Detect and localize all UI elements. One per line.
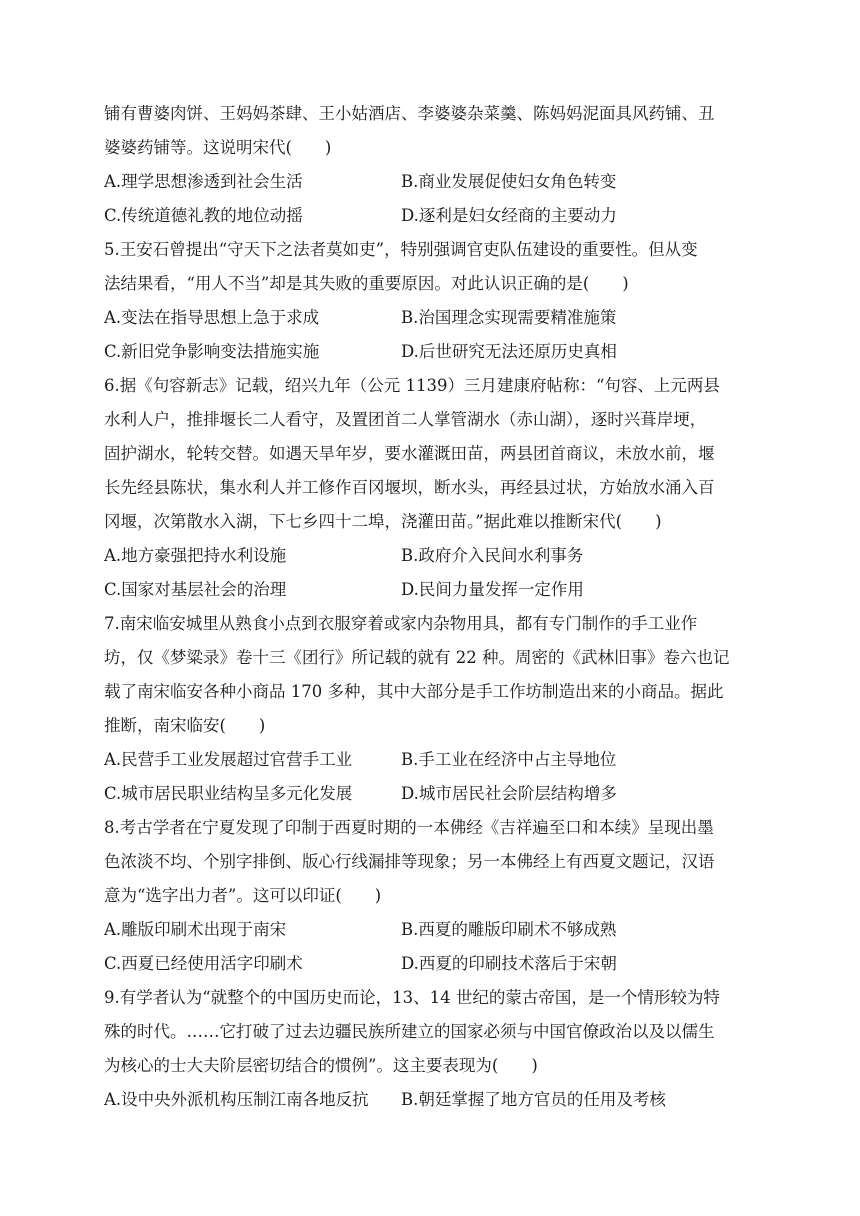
q9-option-b[interactable]: B.朝廷掌握了地方官员的任用及考核 [401,1090,666,1109]
q9-text-line: 9.有学者认为“就整个的中国历史而论，13、14 世纪的蒙古帝国，是一个情形较为特 [104,988,720,1007]
q4-option-d[interactable]: D.逐利是妇女经商的主要动力 [401,206,617,225]
q7-option-b[interactable]: B.手工业在经济中占主导地位 [401,750,617,769]
q7-option-d[interactable]: D.城市居民社会阶层结构增多 [401,784,617,803]
q7-option-c[interactable]: C.城市居民职业结构呈多元化发展 [104,784,353,803]
q4-option-b[interactable]: B.商业发展促使妇女角色转变 [401,172,617,191]
q5-text-line: 法结果看，“用人不当”却是其失败的重要原因。对此认识正确的是( ) [104,274,629,293]
q9-text-line: 殊的时代。……它打破了过去边疆民族所建立的国家必须与中国官僚政治以及以儒生 [104,1022,715,1041]
q8-text-line: 意为“选字出力者”。这可以印证( ) [104,886,382,905]
q8-option-c[interactable]: C.西夏已经使用活字印刷术 [104,954,303,973]
q7-text-line: 推断，南宋临安( ) [104,716,266,735]
q7-text-line: 7.南宋临安城里从熟食小点到衣服穿着或家内杂物用具，都有专门制作的手工业作 [104,614,698,633]
q5-option-a[interactable]: A.变法在指导思想上急于求成 [104,308,320,327]
q5-option-c[interactable]: C.新旧党争影响变法措施实施 [104,342,320,361]
q6-text-line: 冈堰，次第散水入湖，下七乡四十二埠，浇灌田苗。”据此难以推断宋代( ) [104,512,662,531]
q6-text-line: 长先经县陈状，集水利人并工修作百冈堰坝，断水头，再经县过状，方始放水涌入百 [104,478,715,497]
q6-option-c[interactable]: C.国家对基层社会的治理 [104,580,287,599]
q4-option-a[interactable]: A.理学思想渗透到社会生活 [104,172,303,191]
q5-text-line: 5.王安石曾提出“守天下之法者莫如吏”，特别强调官吏队伍建设的重要性。但从变 [104,240,698,259]
q6-option-d[interactable]: D.民间力量发挥一定作用 [401,580,584,599]
q7-text-line: 载了南宋临安各种小商品 170 多种，其中大部分是手工作坊制造出来的小商品。据此 [104,682,724,701]
q7-text-line: 坊，仅《梦粱录》卷十三《团行》所记载的就有 22 种。周密的《武林旧事》卷六也记 [104,648,730,667]
q8-text-line: 色浓淡不均、个别字排倒、版心行线漏排等现象；另一本佛经上有西夏文题记，汉语 [104,852,715,871]
q6-option-b[interactable]: B.政府介入民间水利事务 [401,546,584,565]
q5-option-d[interactable]: D.后世研究无法还原历史真相 [401,342,617,361]
q7-option-a[interactable]: A.民营手工业发展超过官营手工业 [104,750,353,769]
q9-text-line: 为核心的士大夫阶层密切结合的惯例”。这主要表现为( ) [104,1056,538,1075]
q4-option-c[interactable]: C.传统道德礼教的地位动摇 [104,206,303,225]
q4-text-line: 铺有曹婆肉饼、王妈妈茶肆、王小姑酒店、李婆婆杂菜羹、陈妈妈泥面具风药铺、丑 [104,104,715,123]
q8-text-line: 8.考古学者在宁夏发现了印制于西夏时期的一本佛经《吉祥遍至口和本续》呈现出墨 [104,818,714,837]
q8-option-d[interactable]: D.西夏的印刷技术落后于宋朝 [401,954,617,973]
q8-option-a[interactable]: A.雕版印刷术出现于南宋 [104,920,287,939]
q6-text-line: 6.据《句容新志》记载，绍兴九年（公元 1139）三月建康府帖称：“句容、上元两县 [104,376,720,395]
q4-text-line: 婆婆药铺等。这说明宋代( ) [104,138,332,157]
q5-option-b[interactable]: B.治国理念实现需要精准施策 [401,308,617,327]
q8-option-b[interactable]: B.西夏的雕版印刷术不够成熟 [401,920,617,939]
q9-option-a[interactable]: A.设中央外派机构压制江南各地反抗 [104,1090,369,1109]
q6-text-line: 固护湖水，轮转交替。如遇天旱年岁，要水灌溉田苗，两县团首商议，未放水前，堰 [104,444,715,463]
q6-option-a[interactable]: A.地方豪强把持水利设施 [104,546,287,565]
q6-text-line: 水利人户，推排堰长二人看守，及置团首二人掌管湖水（赤山湖），逐时兴葺岸埂， [104,410,707,429]
